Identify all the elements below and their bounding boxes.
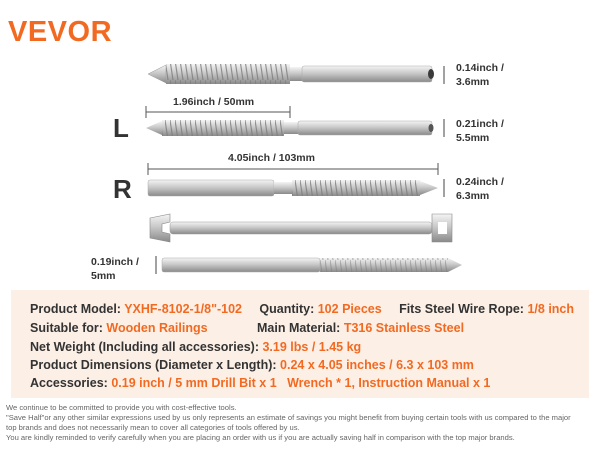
spec-row-weight [30,340,361,354]
disclaimer-line: "Save Half"or any other similar expressions used by us only represents an estimate of savings you might benefit from buying certain tools with us compared to the major [6,413,571,422]
opening-diameter-label [456,61,504,89]
model-value: YXHF-8102-1/8"-102 [124,302,243,316]
disclaimer-line: We continue to be committed to provide you with cost-effective tools. [6,403,237,412]
screw-length-label: 1.96inch / 50mm [173,96,255,108]
brand-logo: VEVOR [8,16,113,48]
suitable-value: Wooden Railings [106,321,208,335]
right-thread-marker: R [113,174,132,204]
right-diameter-mm: 6.3mm [456,190,490,202]
weight-label: Net Weight (Including all accessories): [30,340,259,354]
spec-row-accessories [30,376,490,390]
left-diameter-label [456,117,504,145]
spec-row-dimensions [30,358,474,372]
drill-diameter-mm: 5mm [91,270,116,282]
swage-stud-left [146,120,434,136]
drill-bit-tool [162,258,462,272]
wrench-tool [150,214,452,242]
left-diameter-mm: 5.5mm [456,132,490,144]
swage-stud-top [148,64,434,84]
quantity-value: 102 Pieces [317,302,382,316]
drill-diameter-label [91,255,139,283]
rope-value: 1/8 inch [527,302,575,316]
suitable-label: Suitable for: [30,321,103,335]
material-value: T316 Stainless Steel [343,321,465,335]
rope-label: Fits Steel Wire Rope: [399,302,524,316]
weight-value: 3.19 lbs / 1.45 kg [262,340,362,354]
spec-row-model [30,302,574,316]
model-label: Product Model: [30,302,121,316]
drill-diameter-inch: 0.19inch / [91,256,139,268]
right-diameter-label [456,175,504,203]
material-label: Main Material: [257,321,341,335]
left-diameter-inch: 0.21inch / [456,118,504,130]
dimensions-value: 0.24 x 4.05 inches / 6.3 x 103 mm [280,358,474,372]
spec-row-suitable [30,321,208,335]
total-length-label: 4.05inch / 103mm [228,152,315,164]
quantity-label: Quantity: [259,302,315,316]
spec-row-material [257,321,464,335]
disclaimer-line: top brands and does not necessarily mean to cover all categories of tools offered by us. [6,423,300,432]
specs-panel [11,290,589,398]
disclaimer-line: You are kindly reminded to verify carefully when you are placing an order with us if you are actually saving half in comparison with the top major brands. [6,433,515,442]
right-diameter-inch: 0.24inch / [456,176,504,188]
accessories-value: 0.19 inch / 5 mm Drill Bit x 1 Wrench * 1, Instruction Manual x 1 [111,376,491,390]
swage-stud-right [148,180,438,196]
dimensions-label: Product Dimensions (Diameter x Length): [30,358,277,372]
opening-diameter-mm: 3.6mm [456,76,490,88]
opening-diameter-inch: 0.14inch / [456,62,504,74]
accessories-label: Accessories: [30,376,108,390]
left-thread-marker: L [113,113,129,143]
